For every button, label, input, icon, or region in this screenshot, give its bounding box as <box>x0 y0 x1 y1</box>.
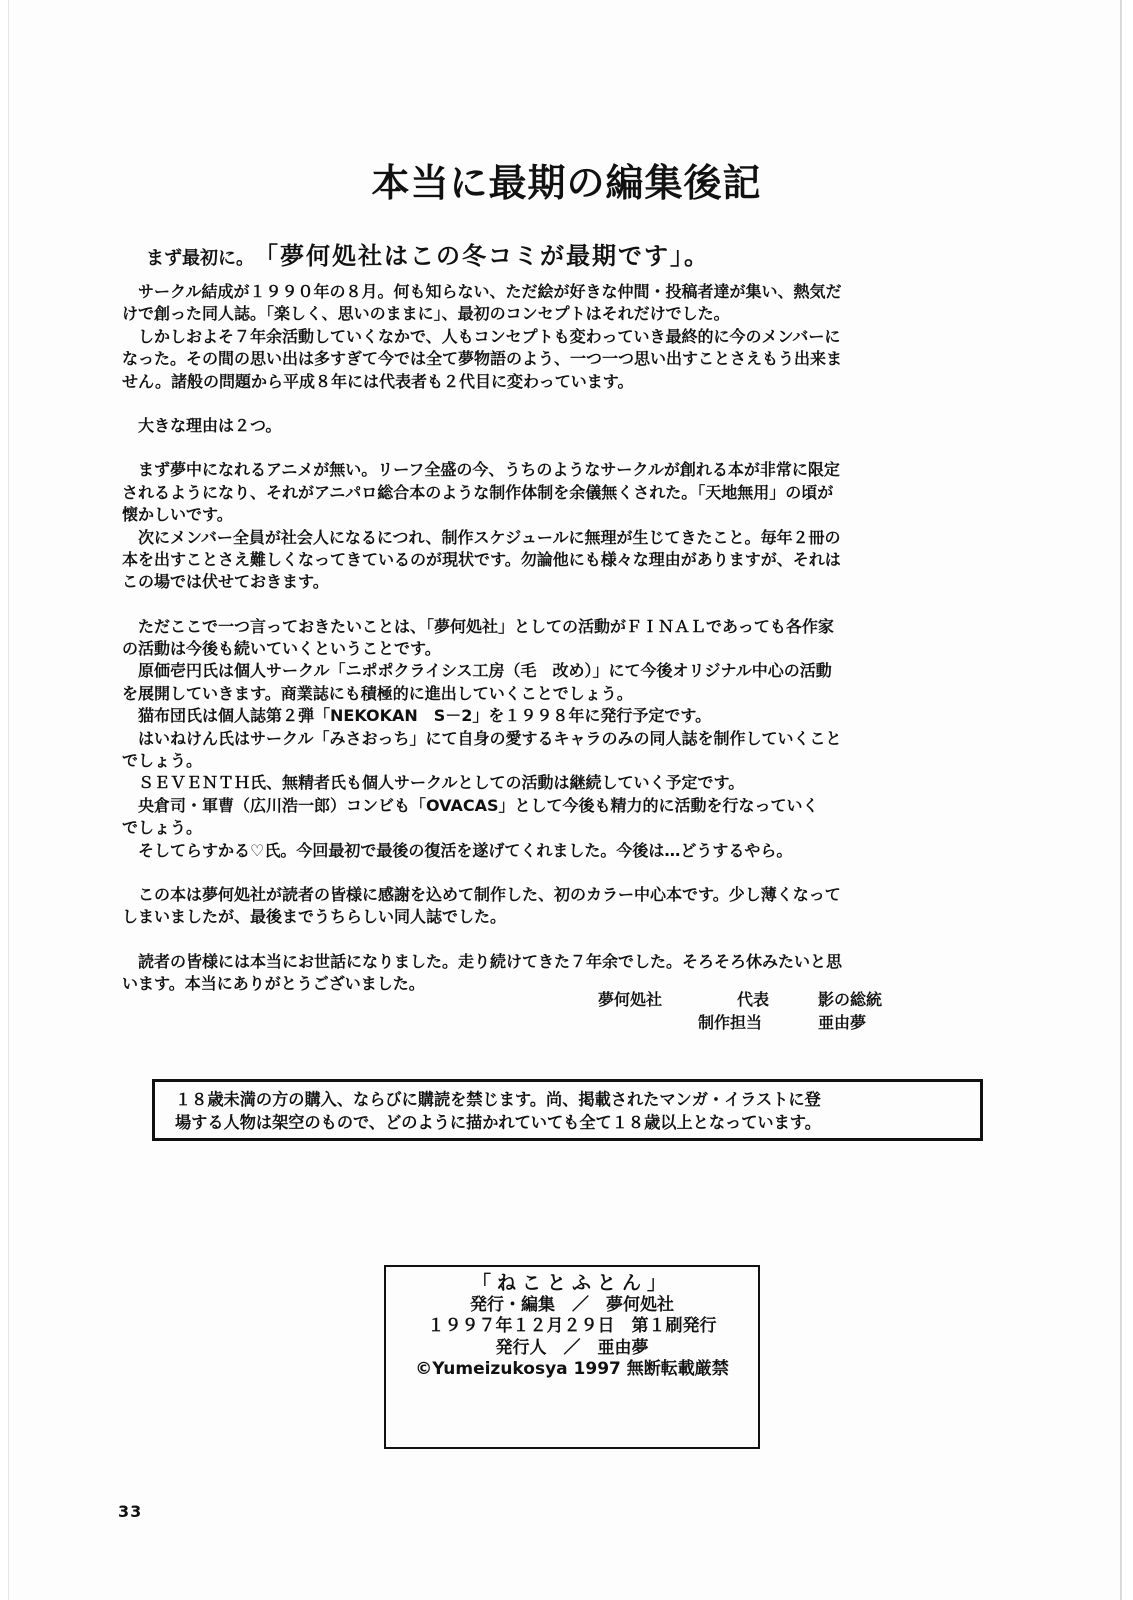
signature-role-1: 代表 <box>737 990 770 1009</box>
paragraph-gap <box>122 929 1010 951</box>
paragraph-gap <box>122 594 1010 616</box>
notice-line: １８歳未満の方の購入、ならびに購読を禁じます。尚、掲載されたマンガ・イラストに登 <box>175 1090 821 1109</box>
paragraph-gap <box>122 862 1010 884</box>
body-line: この場では伏せておきます。 <box>122 572 329 592</box>
body-line: そしてらすかる♡氏。今回最初で最後の復活を遂げてくれました。今後は…どうするやら。 <box>122 840 793 860</box>
colophon-title: 「ねことふとん」 <box>471 1272 672 1294</box>
lead-line <box>146 236 710 271</box>
body-line: を展開していきます。商業誌にも積極的に進出していくことでしょう。 <box>122 683 633 703</box>
body-line: 原価壱円氏は個人サークル「ニポポクライシス工房（毛 改め）」にて今後オリジナル中心の活動 <box>122 661 832 681</box>
paragraph-gap <box>122 437 1010 459</box>
colophon-line: 発行・編集 ／ 夢何処社 <box>470 1294 674 1315</box>
signature-name-2: 亜由夢 <box>818 1013 867 1032</box>
colophon-line: 発行人 ／ 亜由夢 <box>495 1337 649 1358</box>
paragraph-gap <box>122 393 1010 415</box>
body-line: この本は夢何処社が読者の皆様に感謝を込めて制作した、初のカラー中心本です。少し薄くなって <box>122 884 841 904</box>
body-line: はいねけん氏はサークル「みさおっち」にて自身の愛するキャラのみの同人誌を制作していくこと <box>122 728 842 748</box>
signature-org: 夢何処社 <box>598 990 663 1009</box>
colophon-line: ©Yumeizukosya 1997 無断転載厳禁 <box>415 1359 729 1379</box>
age-notice-box <box>152 1079 983 1141</box>
page-number: 33 <box>118 1502 143 1521</box>
body-line: サークル結成が１９９０年の８月。何も知らない、ただ絵が好きな仲間・投稿者達が集い、熱気だ <box>122 282 842 301</box>
body-line: います。本当にありがとうございました。 <box>122 974 425 994</box>
body-text <box>122 281 1010 996</box>
body-line: でしょう。 <box>122 818 203 838</box>
body-line: ＳＥＶＥＮＴＨ氏、無精者氏も個人サークルとしての活動は継続していく予定です。 <box>122 773 745 793</box>
body-line: 懐かしいです。 <box>122 505 233 525</box>
page-title: 本当に最期の編集後記 <box>371 160 762 205</box>
colophon-box <box>384 1265 760 1449</box>
signature-name-1: 影の総統 <box>818 990 883 1009</box>
body-line: 次にメンバー全員が社会人になるにつれ、制作スケジュールに無理が生じてきたこと。毎年２冊の <box>122 527 841 547</box>
body-line: の活動は今後も続いていくということです。 <box>122 639 441 659</box>
colophon-line: １９９７年１２月２９日 第１刷発行 <box>427 1316 717 1336</box>
body-line: 猫布団氏は個人誌第２弾「NEKOKAN S－2」を１９９８年に発行予定です。 <box>122 706 712 726</box>
body-line: 本を出すことさえ難しくなってきているのが現状です。勿論他にも様々な理由がありますが、それは <box>122 549 841 569</box>
body-line: なった。その間の思い出は多すぎて今では全て夢物語のよう、一つ一つ思い出すことさえもう出来ま <box>122 349 843 369</box>
lead-prefix: まず最初に。 <box>146 248 254 269</box>
body-line: しまいましたが、最後までうちらしい同人誌でした。 <box>122 907 507 927</box>
body-line: でしょう。 <box>122 751 203 771</box>
body-line: せん。諸般の問題から平成８年には代表者も２代目に変わっています。 <box>122 371 634 391</box>
body-line: ただここで一つ言っておきたいことは、「夢何処社」としての活動がＦＩＮＡＬであっても各作家 <box>122 616 834 636</box>
body-line: 大きな理由は２つ。 <box>122 415 282 435</box>
lead-quote: 「夢何処社はこの冬コミが最期です」。 <box>266 241 710 270</box>
body-line: 読者の皆様には本当にお世話になりました。走り続けてきた７年余でした。そろそろ休みたいと思 <box>122 951 843 971</box>
body-line: されるようになり、それがアニパロ総合本のような制作体制を余儀無くされた。「天地無用」の頃が <box>122 482 834 502</box>
body-line: 央倉司・軍曹（広川浩一郎）コンビも「OVACAS」として今後も精力的に活動を行なっていく <box>122 795 819 815</box>
body-line: しかしおよそ７年余活動していくなかで、人もコンセプトも変わっていき最終的に今のメンバーに <box>122 326 841 346</box>
notice-line: 場する人物は架空のもので、どのように描かれていても全て１８歳以上となっています。 <box>175 1113 821 1132</box>
body-line: けで創った同人誌。「楽しく、思いのままに」、最初のコンセプトはそれだけでした。 <box>122 304 730 324</box>
body-line: まず夢中になれるアニメが無い。リーフ全盛の今、うちのようなサークルが創れる本が非常に限定 <box>122 460 840 480</box>
signature-role-2: 制作担当 <box>698 1013 763 1032</box>
